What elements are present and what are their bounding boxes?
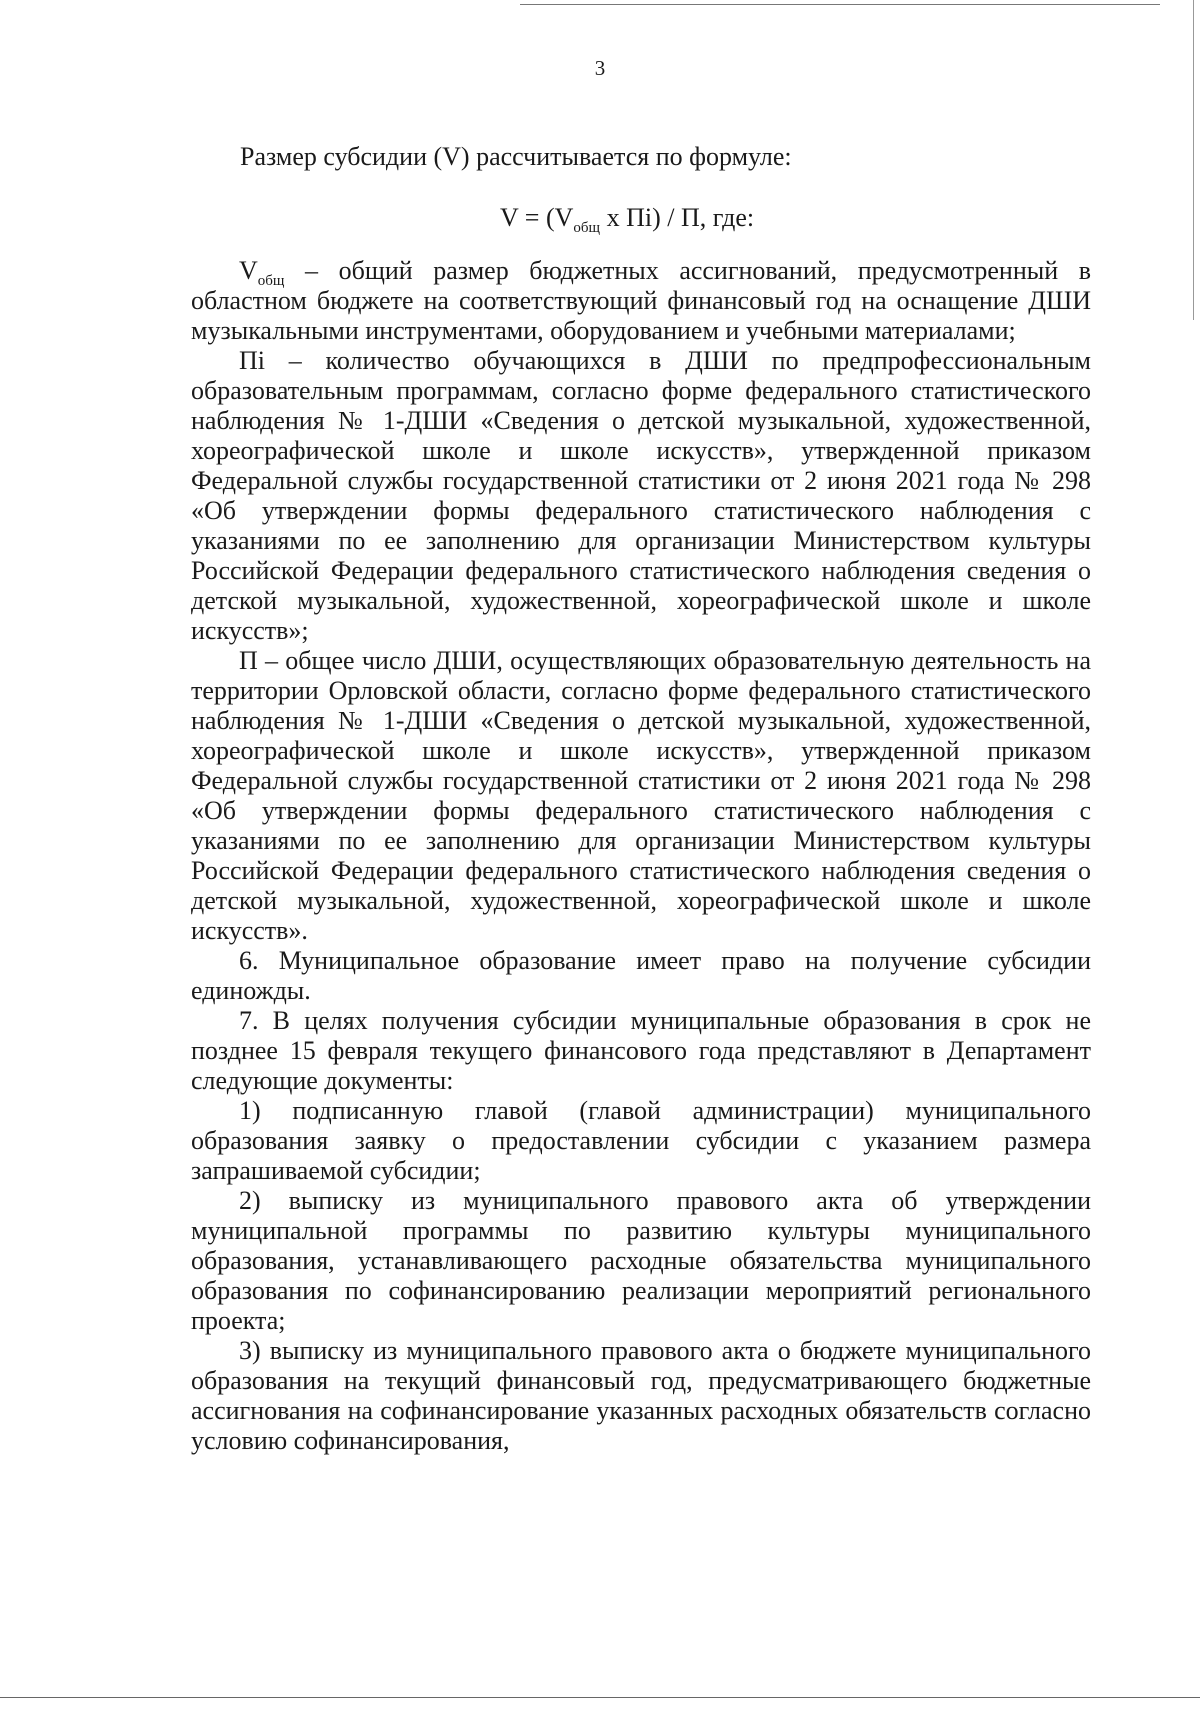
definition-v-total [191, 256, 1091, 346]
definition-v-total-text: – общий размер бюджетных ассигнований, предусмотренный в областном бюджете на соответствующий финансовый год на оснащение ДШИ музыкальными инструментами, оборудованием и учебными материалами; [191, 256, 1091, 345]
formula-lhs: V = (V [500, 203, 574, 232]
symbol-v-subscript: общ [257, 273, 285, 289]
clause-7: 7. В целях получения субсидии муниципальные образования в срок не позднее 15 февраля текущего финансового года представляют в Департамент следующие документы: [191, 1006, 1091, 1095]
clause-7-item-2: 2) выписку из муниципального правового акта об утверждении муниципальной программы по развитию культуры муниципального образования, устанавливающего расходные обязательства муниципального образования по софинансированию реализации мероприятий регионального проекта; [191, 1186, 1091, 1335]
clause-7-item-1: 1) подписанную главой (главой администрации) муниципального образования заявку о предоставлении субсидии с указанием размера запрашиваемой субсидии; [191, 1096, 1091, 1185]
symbol-v: V [239, 256, 258, 285]
scan-edge-right [1193, 0, 1194, 320]
scan-edge-bottom [0, 1697, 1200, 1698]
formula-rhs: x Пі) / П, где: [600, 203, 755, 232]
page-number: 3 [594, 56, 606, 80]
definition-p: П – общее число ДШИ, осуществляющих образовательную деятельность на территории Орловской области, согласно форме федерального статистического наблюдения № 1-ДШИ «Сведения о детской музыкальной, художественной, хореографической школе и школе искусств», утвержденной приказом Федеральной службы государственной статистики от 2 июня 2021 года № 298 «Об утверждении формы федерального статистического наблюдения с указаниями по ее заполнению для организации Министерством культуры Российской Федерации федерального статистического наблюдения сведения о детской музыкальной, художественной, хореографической школе и школе искусств». [191, 646, 1091, 945]
document-body [191, 256, 1091, 1456]
definition-pi: Пі – количество обучающихся в ДШИ по предпрофессиональным образовательным программам, согласно форме федерального статистического наблюдения № 1-ДШИ «Сведения о детской музыкальной, художественной, хореографической школе и школе искусств», утвержденной приказом Федеральной службы государственной статистики от 2 июня 2021 года № 298 «Об утверждении формы федерального статистического наблюдения с указаниями по ее заполнению для организации Министерством культуры Российской Федерации федерального статистического наблюдения сведения о детской музыкальной, художественной, хореографической школе и школе искусств»; [191, 346, 1091, 645]
clause-6: 6. Муниципальное образование имеет право на получение субсидии единожды. [191, 946, 1091, 1005]
formula [500, 201, 754, 235]
formula-intro: Размер субсидии (V) рассчитывается по формуле: [240, 142, 792, 171]
scan-edge-top [520, 4, 1160, 5]
clause-7-item-3: 3) выписку из муниципального правового акта о бюджете муниципального образования на текущий финансовый год, предусматривающего бюджетные ассигнования на софинансирование указанных расходных обязательств согласно условию софинансирования, [191, 1336, 1091, 1455]
formula-subscript: общ [573, 220, 601, 236]
